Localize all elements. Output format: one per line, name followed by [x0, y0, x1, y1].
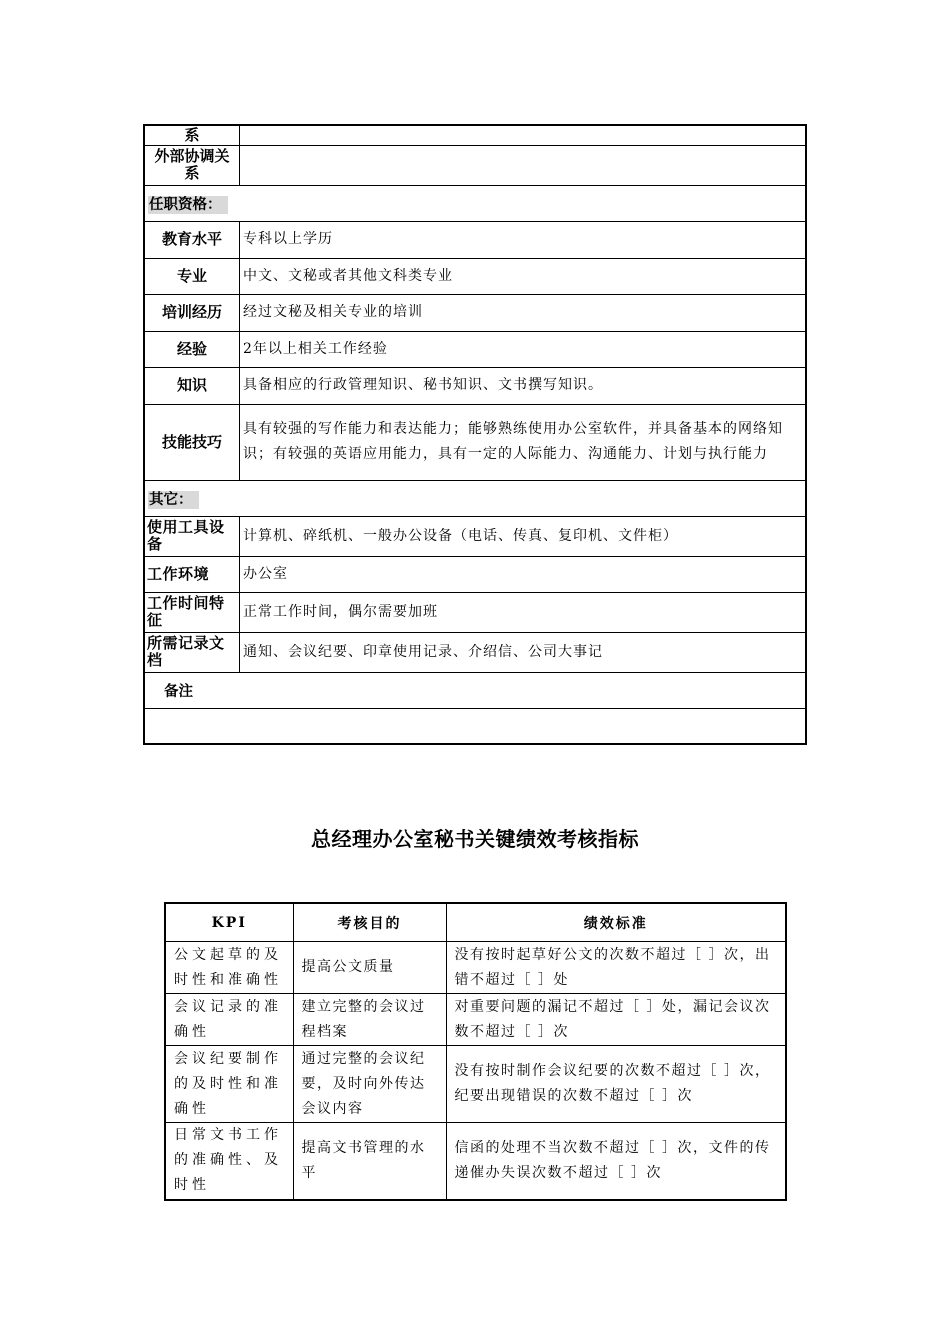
- table-row: [165, 994, 786, 1046]
- records-label: 所需记录文档: [144, 632, 240, 672]
- environment-value: 办公室: [240, 556, 807, 592]
- other-section-label: 其它：: [148, 491, 199, 509]
- external-relations-value: [240, 145, 807, 185]
- kpi-cell: 公文起草的及时性和准确性: [165, 942, 293, 994]
- external-relations-label: 外部协调关系: [144, 145, 240, 185]
- purpose-cell: 建立完整的会议过程档案: [293, 994, 446, 1046]
- other-section-header: [144, 480, 806, 516]
- skills-value: 具有较强的写作能力和表达能力；能够熟练使用办公室软件，并具备基本的网络知识；有较强的英语应用能力，具有一定的人际能力、沟通能力、计划与执行能力: [240, 404, 807, 480]
- kpi-table: [164, 902, 787, 1201]
- experience-value: 2年以上相关工作经验: [240, 331, 807, 367]
- standard-column-header: 绩效标准: [446, 903, 786, 942]
- standard-cell: 对重要问题的漏记不超过［ ］处，漏记会议次数不超过［ ］次: [446, 994, 786, 1046]
- remarks-label: 备注: [144, 672, 806, 708]
- table-row: [165, 1123, 786, 1200]
- knowledge-value: 具备相应的行政管理知识、秘书知识、文书撰写知识。: [240, 367, 807, 404]
- major-label: 专业: [144, 258, 240, 294]
- qualifications-section-header: [144, 185, 806, 221]
- education-label: 教育水平: [144, 221, 240, 258]
- standard-cell: 没有按时制作会议纪要的次数不超过［ ］次，纪要出现错误的次数不超过［ ］次: [446, 1046, 786, 1123]
- kpi-cell: 日常文书工作的准确性、及时性: [165, 1123, 293, 1200]
- skills-label: 技能技巧: [144, 404, 240, 480]
- kpi-cell: 会议记录的准确性: [165, 994, 293, 1046]
- standard-cell: 信函的处理不当次数不超过［ ］次，文件的传递催办失误次数不超过［ ］次: [446, 1123, 786, 1200]
- environment-label: 工作环境: [144, 556, 240, 592]
- kpi-column-header: KPI: [165, 903, 293, 942]
- work-time-value: 正常工作时间，偶尔需要加班: [240, 592, 807, 632]
- work-time-label: 工作时间特征: [144, 592, 240, 632]
- kpi-cell: 会议纪要制作的及时性和准确性: [165, 1046, 293, 1123]
- purpose-cell: 提高文书管理的水平: [293, 1123, 446, 1200]
- training-value: 经过文秘及相关专业的培训: [240, 294, 807, 331]
- knowledge-label: 知识: [144, 367, 240, 404]
- remarks-value: [144, 708, 806, 744]
- purpose-column-header: 考核目的: [293, 903, 446, 942]
- tools-label: 使用工具设备: [144, 516, 240, 556]
- tools-value: 计算机、碎纸机、一般办公设备（电话、传真、复印机、文件柜）: [240, 516, 807, 556]
- purpose-cell: 提高公文质量: [293, 942, 446, 994]
- education-value: 专科以上学历: [240, 221, 807, 258]
- training-label: 培训经历: [144, 294, 240, 331]
- internal-relations-value: [240, 125, 807, 145]
- kpi-page-title: 总经理办公室秘书关键绩效考核指标: [311, 827, 639, 851]
- records-value: 通知、会议纪要、印章使用记录、介绍信、公司大事记: [240, 632, 807, 672]
- purpose-cell: 通过完整的会议纪要，及时向外传达会议内容: [293, 1046, 446, 1123]
- table-row: [165, 1046, 786, 1123]
- major-value: 中文、文秘或者其他文科类专业: [240, 258, 807, 294]
- experience-label: 经验: [144, 331, 240, 367]
- job-description-table: [143, 124, 807, 745]
- table-row: [165, 942, 786, 994]
- internal-relations-label-tail: 系: [144, 125, 240, 145]
- standard-cell: 没有按时起草好公文的次数不超过［ ］次，出错不超过［ ］处: [446, 942, 786, 994]
- qualifications-section-label: 任职资格：: [148, 196, 228, 214]
